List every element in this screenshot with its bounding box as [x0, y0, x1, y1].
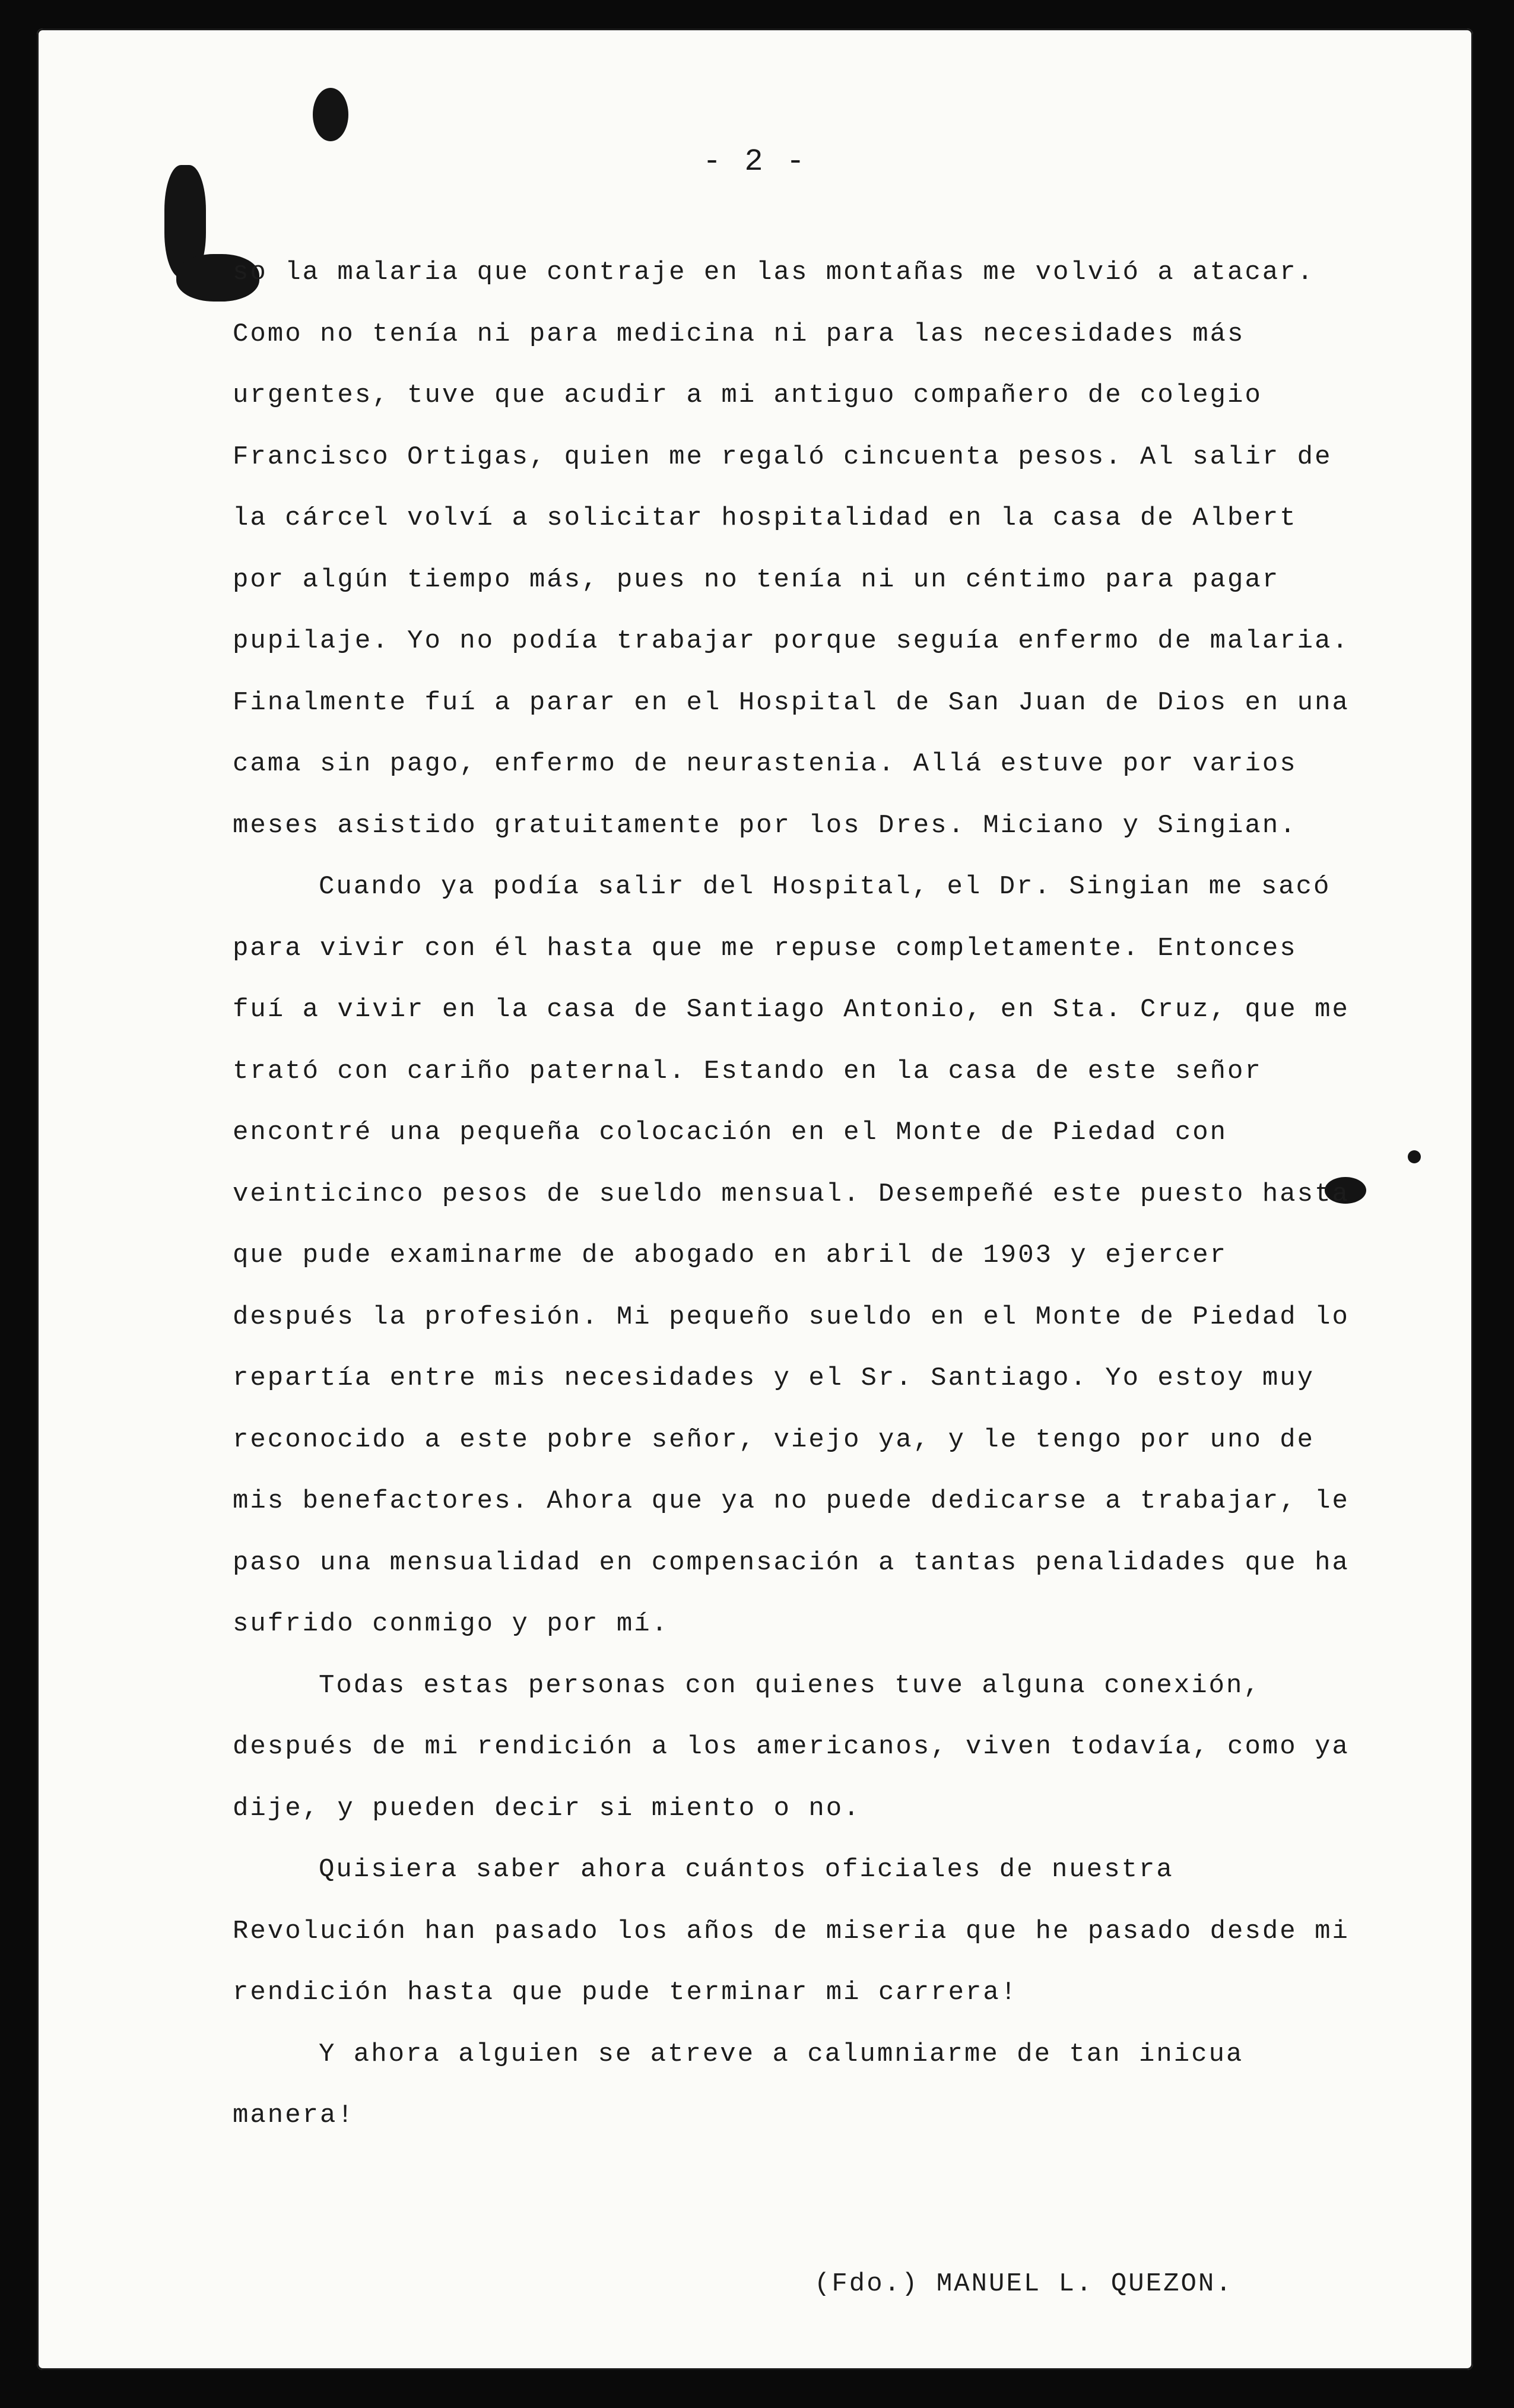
paragraph-2: Cuando ya podía salir del Hospital, el Dr. Singian me sacó para vivir con él hasta que me repuse completamente. Entonces fuí a vivir en la casa de Santiago Antonio, en Sta. Cruz, que me trató con cariño paternal. Estando en la casa de este señor encontré una pequeña colocación en el Monte de Piedad con veinticinco pesos de sueldo mensual. Desempeñé este puesto hasta que pude examinarme de abogado en abril de 1903 y ejercer después la profesión. Mi pequeño sueldo en el Monte de Piedad lo repartía entre mis necesidades y el Sr. Santiago. Yo estoy muy reconocido a este pobre señor, viejo ya, y le tengo por uno de mis benefactores. Ahora que ya no puede dedicarse a trabajar, le paso una mensualidad en compensación a tantas penalidades que ha sufrido conmigo y por mí.	[233, 872, 1367, 1639]
letter-body	[233, 242, 1367, 2147]
signature-line: (Fdo.) MANUEL L. QUEZON.	[814, 2269, 1233, 2299]
ink-speck-right	[1408, 1150, 1421, 1163]
ink-blot-top	[313, 88, 348, 141]
paragraph-3: Todas estas personas con quienes tuve alguna conexión, después de mi rendición a los americanos, viven todavía, como ya dije, y pueden decir si miento o no.	[233, 1670, 1367, 1823]
paragraph-4: Quisiera saber ahora cuántos oficiales de nuestra Revolución han pasado los años de miseria que he pasado desde mi rendición hasta que pude terminar mi carrera!	[233, 1855, 1367, 2007]
page-number: - 2 -	[702, 144, 808, 179]
paragraph-1: so la malaria que contraje en las montañas me volvió a atacar. Como no tenía ni para medicina ni para las necesidades más urgentes, tuve que acudir a mi antiguo compañero de colegio Francisco Ortigas, quien me regaló cincuenta pesos. Al salir de la cárcel volví a solicitar hospitalidad en la casa de Albert por algún tiempo más, pues no tenía ni un céntimo para pagar pupilaje. Yo no podía trabajar porque seguía enfermo de malaria. Finalmente fuí a parar en el Hospital de San Juan de Dios en una cama sin pago, enfermo de neurastenia. Allá estuve por varios meses asistido gratuitamente por los Dres. Miciano y Singian.	[233, 258, 1367, 840]
document-page	[37, 28, 1473, 2370]
paragraph-5: Y ahora alguien se atreve a calumniarme de tan inicua manera!	[233, 2039, 1261, 2130]
